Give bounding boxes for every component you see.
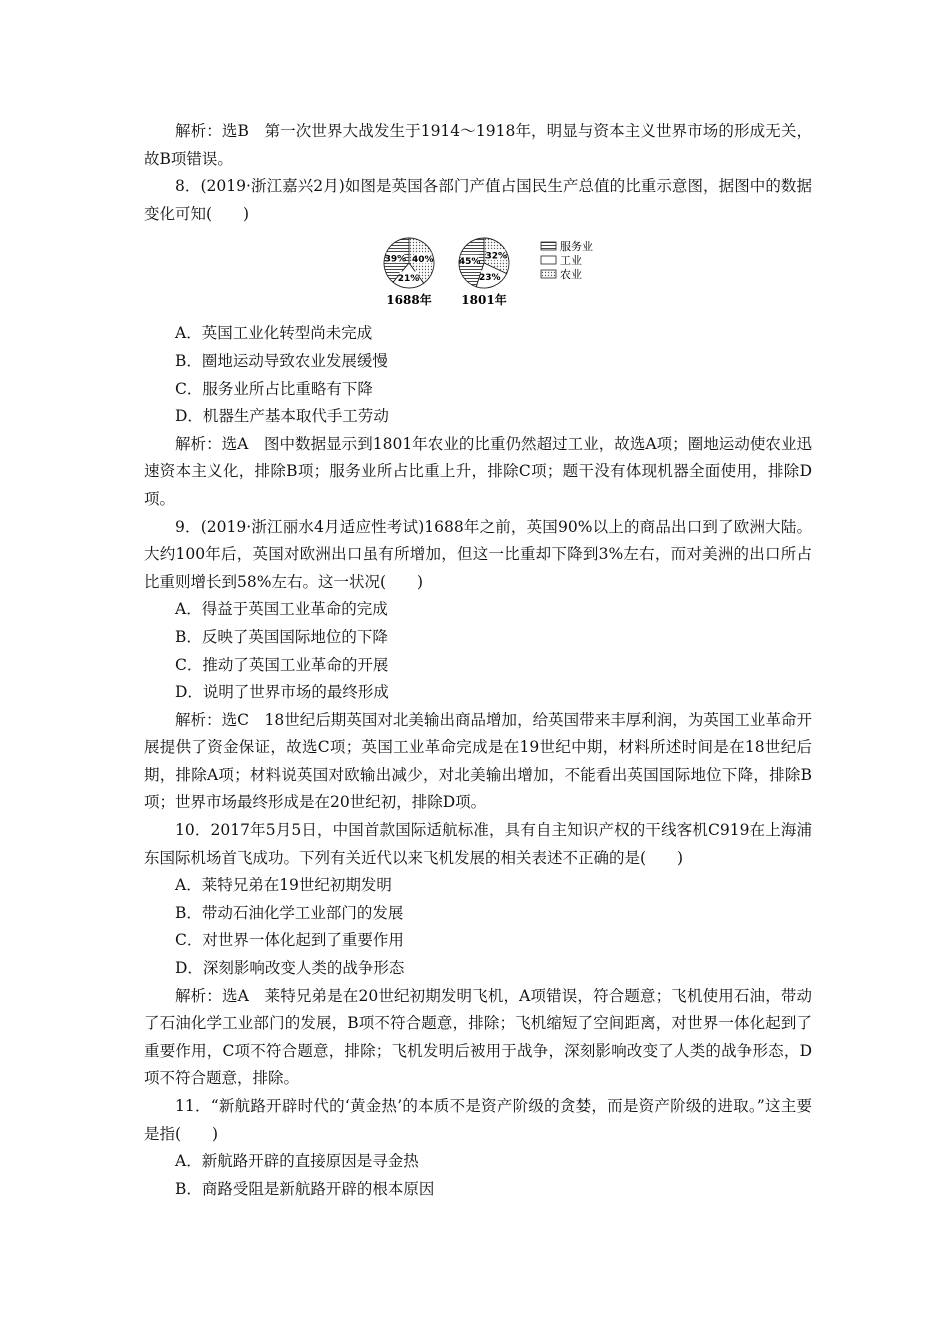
q10-option-c: C．对世界一体化起到了重要作用 <box>175 931 404 950</box>
pie-1-label-0: 45% <box>458 257 481 268</box>
chart-legend <box>541 239 593 281</box>
legend-swatch-agriculture <box>541 270 556 278</box>
pie-0-title: 1688年 <box>386 293 432 308</box>
q11-stem: 11．“新航路开辟时代的‘黄金热’的本质不是资产阶级的贪婪，而是资产阶级的进取。”这主要是指( ) <box>144 1097 812 1143</box>
legend-swatch-service <box>541 242 556 250</box>
pie-chart-figure <box>144 232 812 318</box>
pie-1-label-1: 23% <box>478 273 501 284</box>
q10-option-b: B．带动石油化学工业部门的发展 <box>175 903 404 922</box>
q7-analysis: 解析：选B 第一次世界大战发生于1914～1918年，明显与资本主义世界市场的形成无关，故B项错误。 <box>144 122 812 168</box>
q8-option-a: A．英国工业化转型尚未完成 <box>175 324 373 343</box>
q10-option-a: A．莱特兄弟在19世纪初期发明 <box>175 876 392 895</box>
q8-option-c: C．服务业所占比重略有下降 <box>175 379 373 398</box>
q10-option-d: D．深刻影响改变人类的战争形态 <box>175 959 405 978</box>
q9-option-b: B．反映了英国国际地位的下降 <box>175 627 388 646</box>
q9-stem: 9．(2019·浙江丽水4月适应性考试)1688年之前，英国90%以上的商品出口到了欧洲大陆。大约100年后，英国对欧洲出口虽有所增加，但这一比重却下降到3%左右，而对美洲的出口所占比重则增长到58%左右。这一状况( ) <box>144 517 812 591</box>
q9-analysis: 解析：选C 18世纪后期英国对北美输出商品增加，给英国带来丰厚利润，为英国工业革命开展提供了资金保证，故选C项；英国工业革命完成是在19世纪中期，材料所述时间是在18世纪后期，排除A项；材料说英国对欧输出减少，对北美输出增加，不能看出英国国际地位下降，排除B项；世界市场最终形成是在20世纪初，排除D项。 <box>144 710 812 812</box>
q11-option-b: B．商路受阻是新航路开辟的根本原因 <box>175 1179 435 1198</box>
q10-stem: 10．2017年5月5日，中国首款国际适航标准，具有自主知识产权的干线客机C919在上海浦东国际机场首飞成功。下列有关近代以来飞机发展的相关表述不正确的是( ) <box>144 821 812 867</box>
q10-analysis: 解析：选A 莱特兄弟是在20世纪初期发明飞机，A项错误，符合题意；飞机使用石油，带动了石油化学工业部门的发展，B项不符合题意，排除；飞机缩短了空间距离，对世界一体化起到了重要作用，C项不符合题意，排除；飞机发明后被用于战争，深刻影响改变了人类的战争形态，D项不符合题意，排除。 <box>144 986 812 1088</box>
legend-label-service: 服务业 <box>560 240 593 254</box>
legend-label-agriculture: 农业 <box>560 268 582 282</box>
pie-1-label-2: 32% <box>485 252 508 263</box>
pie-0-label-2: 40% <box>412 255 434 266</box>
q9-option-c: C．推动了英国工业革命的开展 <box>175 655 389 674</box>
q8-stem: 8．(2019·浙江嘉兴2月)如图是英国各部门产值占国民生产总值的比重示意图，据图中的数据变化可知( ) <box>144 177 812 223</box>
legend-swatch-industry <box>541 256 556 264</box>
pie-0-label-1: 21% <box>397 274 420 285</box>
pie-charts <box>382 232 622 318</box>
q8-option-d: D．机器生产基本取代手工劳动 <box>175 407 389 426</box>
q9-option-d: D．说明了世界市场的最终形成 <box>175 683 389 702</box>
pie-0-label-0: 39% <box>384 254 407 265</box>
pie-1-title: 1801年 <box>461 293 507 308</box>
q8-option-b: B．圈地运动导致农业发展缓慢 <box>175 351 388 370</box>
q8-analysis: 解析：选A 图中数据显示到1801年农业的比重仍然超过工业，故选A项；圈地运动使农业迅速资本主义化，排除B项；服务业所占比重上升，排除C项；题干没有体现机器全面使用，排除D项。 <box>144 434 812 508</box>
q9-option-a: A．得益于英国工业革命的完成 <box>175 600 388 619</box>
q11-option-a: A．新航路开辟的直接原因是寻金热 <box>175 1152 419 1171</box>
document-page <box>144 118 812 1203</box>
legend-label-industry: 工业 <box>560 254 582 268</box>
